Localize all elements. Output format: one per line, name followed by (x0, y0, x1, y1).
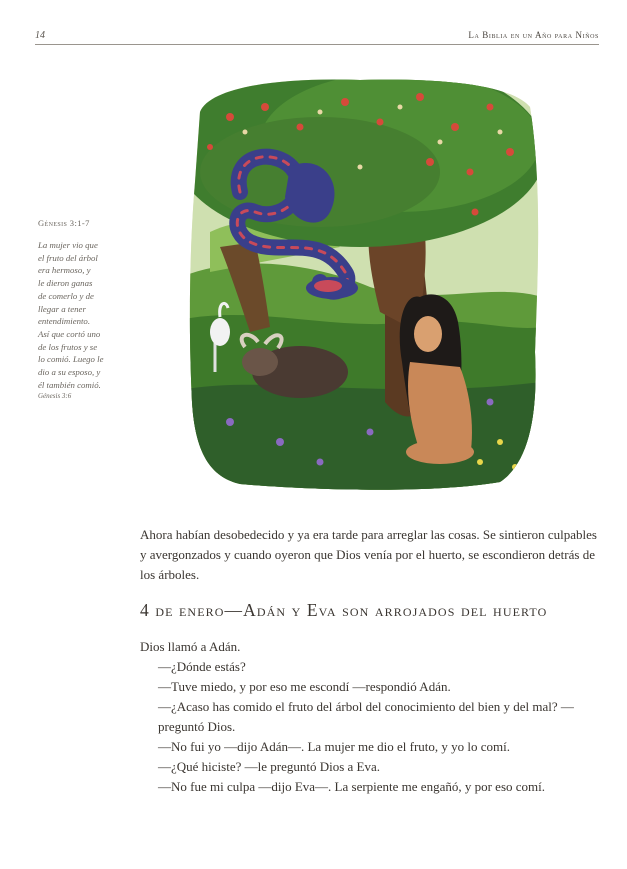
quote-line: de los frutos y se (38, 341, 98, 352)
quote-line: el fruto del árbol (38, 252, 98, 263)
body-paragraph: Ahora habían desobedecido y ya era tarde para arreglar las cosas. Se sintieron culpables y avergonzados y cuando oyeron que Dios venía por el huerto, se escondieron detrás de los árboles. (140, 527, 597, 582)
quote-line: llegar a tener (38, 303, 86, 314)
dialogue-line: —¿Acaso has comido el fruto del árbol del conocimiento del bien y del mal? —preguntó Dios. (158, 699, 574, 734)
sidebar-quote-reference: Génesis 3:6 (38, 392, 72, 401)
dialogue-line: —¿Dónde estás? (158, 659, 246, 674)
dialogue-line: —Tuve miedo, y por eso me escondí —respondió Adán. (158, 679, 451, 694)
section-title: Adán y Eva son arrojados del huerto (243, 600, 548, 620)
dialogue-line: —No fui yo —dijo Adán—. La mujer me dio el fruto, y yo lo comí. (158, 739, 511, 754)
running-title: La Biblia en un Año para Niños (468, 30, 599, 40)
section-date: 4 de enero (140, 600, 225, 620)
quote-line: entendimiento. (38, 316, 91, 327)
quote-line: dio a su esposo, y (38, 367, 101, 378)
quote-line: de comerlo y de (38, 290, 94, 301)
dialogue-line: —No fue mi culpa —dijo Eva—. La serpiente me engañó, y por eso comí. (158, 779, 546, 794)
quote-line: La mujer vio que (38, 240, 98, 250)
sidebar-quote (38, 239, 150, 391)
dialogue-line: —¿Qué hiciste? —le preguntó Dios a Eva. (158, 759, 381, 774)
quote-line: lo comió. Luego le (38, 354, 104, 365)
running-header (35, 30, 599, 45)
quote-line: era hermoso, y (38, 265, 91, 276)
garden-of-eden-illustration (170, 72, 542, 492)
sidebar-note (38, 218, 150, 400)
page-number: 14 (35, 30, 45, 41)
dialogue (140, 637, 590, 797)
quote-line: le dieron ganas (38, 278, 93, 289)
quote-line: él también comió. (38, 379, 101, 390)
quote-line: Así que cortó uno (38, 328, 101, 339)
dialogue-intro: Dios llamó a Adán. (140, 639, 241, 654)
section-dash: — (224, 600, 244, 620)
section-heading (140, 600, 547, 621)
sidebar-reference-title: Génesis 3:1-7 (38, 218, 90, 228)
